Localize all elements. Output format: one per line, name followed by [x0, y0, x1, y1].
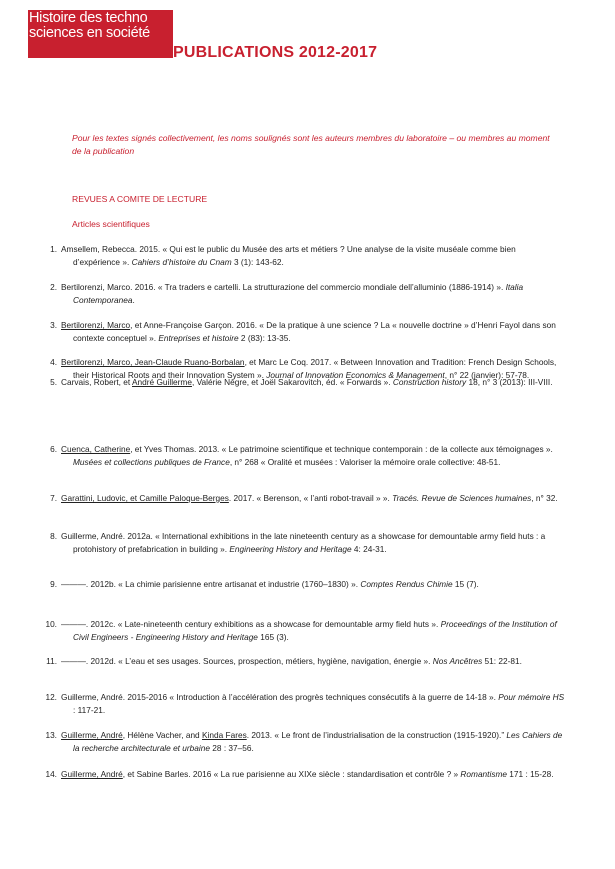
- reference-segment: 3 (1): 143-62.: [231, 256, 284, 267]
- journal-title: Proceedings of the Institution of Civil Engineers - Engineering History and Heritage: [73, 619, 557, 642]
- reference-segment: Amsellem, Rebecca. 2015. « Qui est le public du Musée des arts et métiers ? Une analyse de la visite muséale comme bien d’expérience ».: [61, 244, 516, 267]
- reference-text: [61, 530, 565, 555]
- reference-segment: , et Marc Le Coq. 2017. « Between Innovation and Tradition: French Design Schools, their Historical Roots and their Innovation System ».: [73, 357, 557, 380]
- reference-number: 7.: [50, 493, 57, 503]
- reference-item: [45, 578, 565, 591]
- reference-segment: ———. 2012d. « L’eau et ses usages. Sources, prospection, métiers, hygiène, navigation, énergie ».: [61, 656, 433, 666]
- page-title: PUBLICATIONS 2012-2017: [173, 44, 378, 61]
- section-heading: REVUES A COMITE DE LECTURE: [72, 194, 208, 204]
- reference-segment: . 2017. « Berenson, « l’anti robot-travail » ».: [228, 493, 393, 503]
- member-author: Guillerme, André: [61, 730, 123, 740]
- reference-number: 5.: [50, 377, 57, 387]
- reference-number: 2.: [50, 282, 57, 292]
- reference-segment: 51: 22-81.: [482, 656, 522, 666]
- reference-number: 6.: [50, 444, 57, 454]
- reference-text: [61, 655, 565, 668]
- reference-text: [61, 618, 565, 643]
- reference-segment: 15 (7).: [452, 579, 479, 589]
- reference-segment: , n° 268 « Oralité et musées : Valoriser la mémoire orale collective: 48-51.: [229, 456, 501, 467]
- journal-title: Entreprises et histoire: [158, 332, 239, 343]
- journal-title: Cahiers d’histoire du Cnam: [131, 256, 232, 267]
- reference-text: [61, 443, 565, 468]
- member-author: Cuenca, Catherine: [61, 444, 131, 454]
- reference-number: 10.: [45, 619, 57, 629]
- reference-text: [61, 578, 565, 591]
- logo-line-1: Histoire des techno: [29, 10, 148, 26]
- reference-text: [61, 691, 565, 716]
- journal-title: Les Cahiers de la recherche architecturale et urbaine: [73, 730, 563, 753]
- reference-item: [45, 443, 565, 468]
- member-author: Guillerme, André: [61, 769, 123, 779]
- reference-segment: ———. 2012b. « La chimie parisienne entre artisanat et industrie (1760–1830) ».: [61, 579, 361, 589]
- reference-number: 14.: [45, 769, 57, 779]
- reference-segment: , Valérie Nègre, et Joël Sakarovitch, éd. « Forwards ».: [191, 377, 393, 387]
- member-author: Bertilorenzi, Marco, Jean-Claude Ruano-Borbalan: [61, 357, 245, 367]
- journal-title: Pour mémoire HS: [498, 692, 565, 702]
- reference-segment: Guillerme, André. 2012a. « International exhibitions in the late nineteenth century as a showcase for demountable army field huts : a protohistory of prefabrication in building ».: [61, 531, 546, 554]
- reference-item: [45, 281, 565, 306]
- reference-number: 9.: [50, 579, 57, 589]
- reference-segment: , n° 32.: [531, 493, 558, 503]
- lab-logo: [28, 10, 173, 58]
- member-author: André Guillerme: [132, 377, 192, 387]
- reference-segment: 171 : 15-28.: [507, 769, 554, 779]
- reference-number: 13.: [45, 730, 57, 740]
- reference-item: [45, 243, 565, 268]
- reference-segment: 28 : 37–56.: [209, 742, 254, 753]
- journal-title: Journal of Innovation Economics & Management: [266, 369, 445, 380]
- subsection-heading: Articles scientifiques: [72, 219, 150, 229]
- reference-segment: ———. 2012c. « Late-nineteenth century exhibitions as a showcase for demountable army field huts ».: [61, 619, 441, 629]
- reference-text: [61, 243, 565, 268]
- reference-segment: Guillerme, André. 2015-2016 « Introduction à l’accélération des progrès techniques consécutifs à la guerre de 14-18 ».: [61, 692, 499, 702]
- journal-title: Romantisme: [460, 769, 507, 779]
- reference-number: 11.: [46, 656, 57, 666]
- reference-segment: , Hélène Vacher, and: [122, 730, 202, 740]
- journal-title: Nos Ancêtres: [432, 656, 483, 666]
- reference-text: [61, 281, 565, 306]
- reference-segment: .: [132, 294, 135, 305]
- reference-segment: 18, n° 3 (2013): III-VIII.: [466, 377, 553, 387]
- journal-title: Comptes Rendus Chimie: [360, 579, 453, 589]
- logo-line-2: sciences en société: [29, 25, 150, 41]
- reference-text: [61, 768, 565, 781]
- reference-text: [61, 376, 565, 389]
- intro-note: Pour les textes signés collectivement, les noms soulignés sont les auteurs membres du laboratoire – ou membres au moment de la publication: [72, 133, 550, 156]
- reference-item: [45, 319, 565, 344]
- reference-item: [45, 492, 565, 505]
- reference-segment: 2 (83): 13-35.: [238, 332, 291, 343]
- reference-item: [45, 768, 565, 781]
- reference-segment: , et Yves Thomas. 2013. « Le patrimoine scientifique et technique contemporain : de la collecte aux témoignages ».: [130, 444, 553, 454]
- reference-number: 12.: [45, 692, 57, 702]
- reference-item: [45, 618, 565, 643]
- journal-title: Engineering History and Heritage: [229, 543, 352, 554]
- reference-segment: : 117-21.: [73, 704, 106, 715]
- reference-text: [61, 729, 565, 754]
- reference-segment: 165 (3).: [257, 631, 289, 642]
- reference-number: 3.: [50, 320, 57, 330]
- reference-segment: , et Anne-Françoise Garçon. 2016. « De la pratique à une science ? La « nouvelle doctrine » d’Henri Fayol dans son contexte conceptuel ».: [73, 320, 556, 343]
- reference-text: [61, 319, 565, 344]
- reference-segment: Bertilorenzi, Marco. 2016. « Tra traders e cartelli. La strutturazione del commercio mondiale dell’alluminio (1886-1914) ».: [61, 282, 506, 292]
- reference-segment: . 2013. « Le front de l’industrialisation de la construction (1915-1920).”: [246, 730, 507, 740]
- reference-number: 4.: [50, 357, 57, 367]
- journal-title: Musées et collections publiques de France: [73, 456, 230, 467]
- member-author: Kinda Fares: [201, 730, 247, 740]
- reference-item: [45, 530, 565, 555]
- member-author: Garattini, Ludovic, et Camille Paloque-Berges: [61, 493, 229, 503]
- journal-title: Construction history: [392, 377, 467, 387]
- journal-title: Italia Contemporanea: [73, 282, 524, 305]
- reference-segment: , et Sabine Barles. 2016 « La rue parisienne au XIXe siècle : standardisation et contrôle ? »: [122, 769, 461, 779]
- reference-number: 1.: [50, 244, 57, 254]
- member-author: Bertilorenzi, Marco: [61, 320, 131, 330]
- journal-title: Tracés. Revue de Sciences humaines: [392, 493, 532, 503]
- reference-segment: Carvais, Robert, et: [61, 377, 133, 387]
- reference-item: [45, 376, 565, 389]
- reference-item: [45, 691, 565, 716]
- reference-item: [45, 729, 565, 754]
- reference-text: [61, 492, 565, 505]
- reference-segment: , n° 22 (janvier): 57-78.: [444, 369, 530, 380]
- reference-number: 8.: [50, 531, 57, 541]
- reference-segment: 4: 24-31.: [351, 543, 387, 554]
- reference-item: [45, 655, 565, 668]
